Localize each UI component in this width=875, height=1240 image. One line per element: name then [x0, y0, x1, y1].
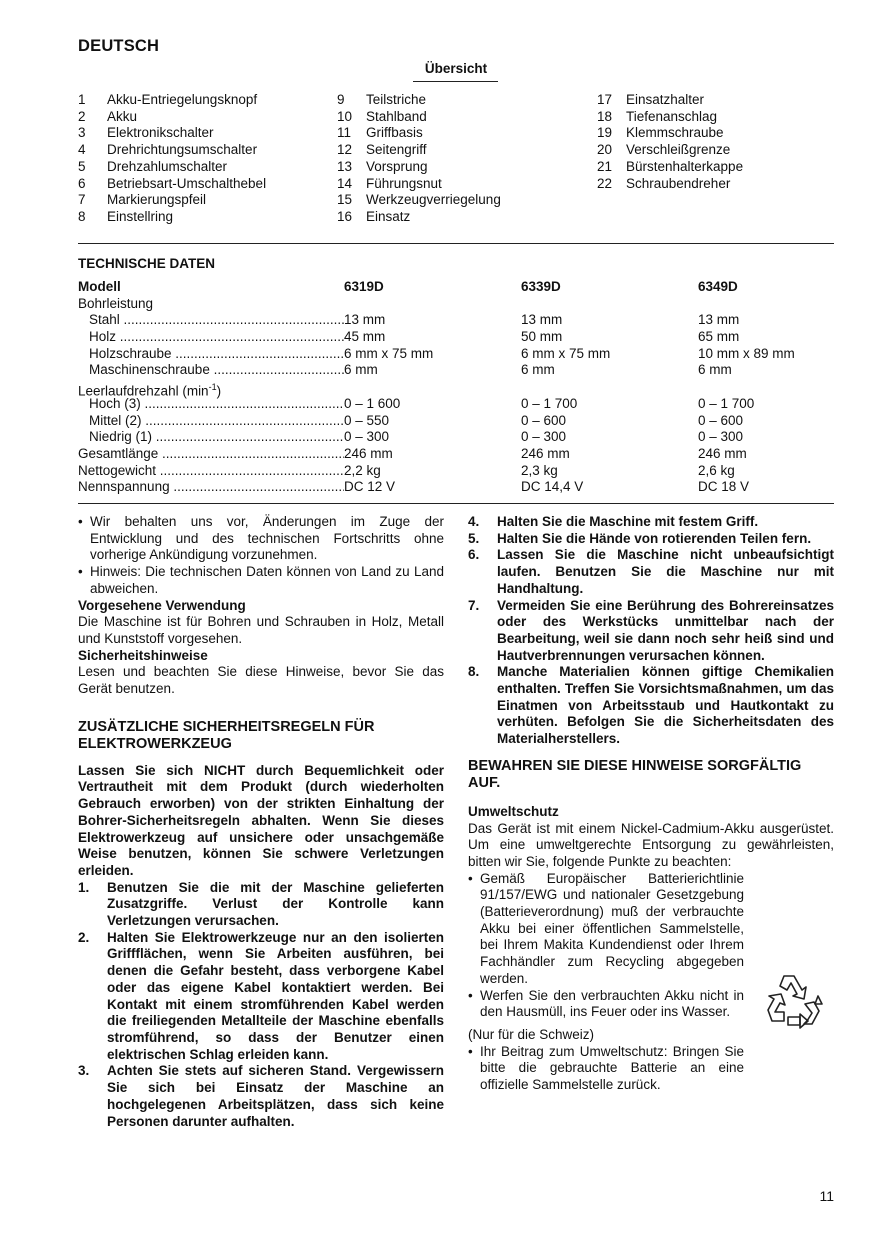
specs-group-label: Bohrleistung — [78, 295, 154, 311]
part-item: 15 Werkzeugverriegelung — [337, 192, 501, 208]
safety-rules-intro: Lassen Sie sich NICHT durch Bequemlichkeit oder Vertrautheit mit dem Produkt (durch wiederholten Gebrauch erworben) von der strikten Einhaltung der Bohrer-Sicherheitsregeln abhalten. Wenn Sie dieses Elektrowerkzeug auf unsichere oder unsachgemäße Weise benutzen, können Sie schwere Verletzungen erleiden. — [78, 762, 444, 878]
intended-use-text: Die Maschine ist für Bohren und Schrauben in Holz, Metall und Kunststoff vorgesehen. — [78, 614, 444, 646]
section-divider — [78, 503, 834, 504]
specs-header-row: Modell 6319D 6339D 6349D — [78, 279, 738, 294]
part-item: 12 Seitengriff — [337, 142, 427, 158]
safety-text: Lesen und beachten Sie diese Hinweise, bevor Sie das Gerät benutzen. — [78, 664, 444, 697]
part-item: 7 Markierungspfeil — [78, 192, 207, 208]
tech-data-heading: TECHNISCHE DATEN — [78, 256, 216, 271]
environment-bullet: • Ihr Beitrag zum Umweltschutz: Bringen Sie bitte die gebrauchte Batterie an eine offizielle Sammelstelle zurück. — [468, 1043, 744, 1093]
part-item: 19 Klemmschraube — [597, 125, 724, 141]
note-bullet: • Wir behalten uns vor, Änderungen im Zuge der Entwicklung und des technischen Fortschritts ohne vorherige Ankündigung vorzunehmen. — [78, 514, 444, 563]
page-number: 11 — [819, 1188, 834, 1204]
spec-row: Nettogewicht ..... 2,2 kg 2,3 kg 2,6 kg — [78, 463, 834, 480]
safety-rule: 6. Lassen Sie die Maschine nicht unbeaufsichtigt laufen. Benutzen Sie die Maschine nur mit Handhaltung. — [468, 547, 834, 596]
overview-underline — [413, 81, 498, 82]
recycle-icon — [758, 966, 832, 1040]
part-item: 20 Verschleißgrenze — [597, 142, 731, 158]
spec-row: Mittel (2) ..... 0 – 550 0 – 600 0 – 600 — [78, 413, 834, 430]
keep-instructions-heading: BEWAHREN SIE DIESE HINWEISE SORGFÄLTIG AUF. — [468, 757, 802, 792]
safety-rule: 2. Halten Sie Elektrowerkzeuge nur an den isolierten Griffflächen, wenn Sie Arbeiten ausführen, bei denen die Gefahr besteht, dass verborgene Kabel oder das eigene Kabel kontaktiert werden. Bei Kontakt mit einem stromführenden Kabel werden die freiliegenden Metallteile der Maschine ebenfalls stromführend, so dass der Benutzer einen elektrischen Schlag erleiden kann. — [78, 929, 444, 1062]
right-column — [468, 514, 834, 1094]
part-item: 13 Vorsprung — [337, 158, 428, 174]
spec-row: Niedrig (1) ..... 0 – 300 0 – 300 0 – 300 — [78, 429, 834, 446]
part-item: 3 Elektronikschalter — [78, 125, 214, 141]
part-item: 22 Schraubendreher — [597, 175, 731, 191]
spec-row: Holzschraube ..... 6 mm x 75 mm 6 mm x 75 mm 10 mm x 89 mm — [78, 346, 834, 363]
overview-title: Übersicht — [424, 61, 488, 76]
specs-group-label: Leerlaufdrehzahl $(\min^{-1})$ — [78, 382, 222, 399]
part-item: 10 Stahlband — [337, 108, 427, 124]
part-item: 17 Einsatzhalter — [597, 92, 705, 107]
parts-column-2 — [337, 92, 501, 226]
note-bullet: • Hinweis: Die technischen Daten können von Land zu Land abweichen. — [78, 564, 444, 596]
manual-page — [78, 0, 834, 1240]
intended-use-heading: Vorgesehene Verwendung — [78, 597, 246, 613]
safety-rule: 8. Manche Materialien können giftige Chemikalien enthalten. Treffen Sie Vorsichtsmaßnahmen, um das Einatmen von Arbeitsstaub und Hautkontakt zu verhüten. Befolgen Sie die Sicherheitsdaten des Materialherstellers. — [468, 664, 834, 747]
language-heading: DEUTSCH — [78, 37, 160, 55]
part-item: 1 Akku-Entriegelungsknopf — [78, 92, 258, 107]
part-item: 11 Griffbasis — [337, 125, 423, 141]
safety-heading: Sicherheitshinweise — [78, 647, 208, 663]
part-item: 4 Drehrichtungsumschalter — [78, 142, 258, 158]
left-column — [78, 514, 444, 1130]
parts-column-3 — [597, 92, 743, 192]
additional-safety-rules-heading: ZUSÄTZLICHE SICHERHEITSREGELN FÜR ELEKTROWERKZEUG — [78, 718, 375, 753]
part-item: 18 Tiefenanschlag — [597, 108, 718, 124]
safety-rule: 3. Achten Sie stets auf sicheren Stand. Vergewissern Sie sich bei Einsatz der Maschine an hochgelegenen Arbeitsplätzen, dass sich keine Personen darunter aufhalten. — [78, 1063, 444, 1129]
specs-table — [78, 279, 834, 496]
environment-bullet: • Werfen Sie den verbrauchten Akku nicht in den Hausmüll, ins Feuer oder ins Wasser. — [468, 987, 744, 1020]
part-item: 8 Einstellring — [78, 208, 174, 224]
spec-row: Nennspannung ..... DC 12 V DC 14,4 V DC 18 V — [78, 479, 834, 496]
spec-row: Gesamtlänge ..... 246 mm 246 mm 246 mm — [78, 446, 834, 463]
part-item: 16 Einsatz — [337, 208, 411, 224]
spec-row: Hoch (3) ..... 0 – 1 600 0 – 1 700 0 – 1 700 — [78, 396, 834, 413]
safety-rule: 1. Benutzen Sie die mit der Maschine gelieferten Zusatzgriffe. Verlust der Kontrolle kann Verletzungen verursachen. — [78, 879, 444, 929]
safety-rule: 4. Halten Sie die Maschine mit festem Griff. — [468, 514, 759, 529]
part-item: 14 Führungsnut — [337, 175, 442, 191]
spec-row: Stahl ..... 13 mm 13 mm 13 mm — [78, 312, 834, 329]
environment-heading: Umweltschutz — [468, 803, 559, 819]
parts-column-1 — [78, 92, 266, 226]
spec-row: Maschinenschraube ..... 6 mm 6 mm 6 mm — [78, 362, 834, 379]
part-item: 2 Akku — [78, 108, 138, 124]
swiss-note: (Nur für die Schweiz) — [468, 1026, 595, 1042]
environment-bullet: • Gemäß Europäischer Batterierichtlinie 91/157/EWG und nationaler Gesetzgebung (Batterieverordnung) muß der verbrauchte Akku bei einer öffentlichen Sammelstelle, bei Ihrem Makita Kundendienst oder Ihrem Fachhändler zum Recycling abgegeben werden. — [468, 870, 744, 986]
spec-row: Holz ..... 45 mm 50 mm 65 mm — [78, 329, 834, 346]
environment-text: Das Gerät ist mit einem Nickel-Cadmium-Akku ausgerüstet. Um eine umweltgerechte Entsorgung zu gewährleisten, bitten wir Sie, folgende Punkte zu beachten: — [468, 820, 834, 869]
part-item: 5 Drehzahlumschalter — [78, 158, 228, 174]
part-item: 9 Teilstriche — [337, 92, 427, 107]
safety-rule: 5. Halten Sie die Hände von rotierenden Teilen fern. — [468, 530, 812, 546]
safety-rule: 7. Vermeiden Sie eine Berührung des Bohrereinsatzes oder des Werkstücks unmittelbar nach der Bearbeitung, weil sie dann noch sehr heiß sind und Hautverbrennungen verursachen können. — [468, 597, 834, 663]
section-divider — [78, 243, 834, 244]
part-item: 21 Bürstenhalterkappe — [597, 158, 744, 174]
part-item: 6 Betriebsart-Umschalthebel — [78, 175, 267, 191]
